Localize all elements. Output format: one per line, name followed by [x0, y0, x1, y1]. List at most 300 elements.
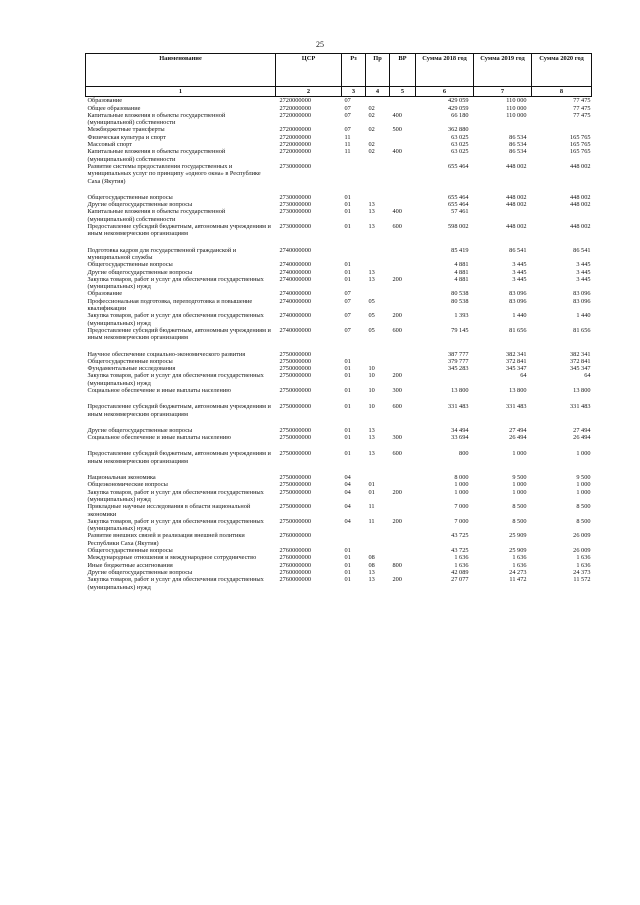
row-csr: 2730000000: [279, 162, 311, 170]
row-pr: [366, 163, 390, 185]
row-csr: 2750000000: [279, 386, 311, 394]
row-rz: 01: [344, 357, 351, 365]
row-pr: [366, 547, 390, 554]
row-pr: 02: [368, 126, 375, 134]
row-vr: 600: [392, 326, 402, 334]
row-sum-2018: 34 494: [451, 426, 469, 434]
header-csr: ЦСР: [276, 54, 342, 87]
row-sum-2020: 83 096: [573, 297, 591, 305]
row-csr: 2750000000: [279, 503, 311, 511]
row-sum-2018: 79 145: [451, 326, 469, 334]
row-sum-2019: 331 483: [506, 403, 527, 411]
row-vr: 300: [392, 386, 402, 394]
row-name: Предоставление субсидий бюджетным, автономным учреждениям и иным некоммерческим организациям: [87, 326, 271, 342]
table-row: [86, 312, 592, 327]
row-vr: [390, 554, 416, 561]
row-name: Общее образование: [87, 104, 141, 112]
row-name: Социальное обеспечение и иные выплаты населению: [87, 434, 231, 442]
row-sum-2019: 448 002: [506, 193, 527, 201]
table-row: [86, 208, 592, 223]
row-sum-2018: 33 694: [451, 434, 469, 442]
row-sum-2018: 429 059: [448, 104, 469, 112]
row-pr: 13: [368, 450, 375, 458]
row-rz: 01: [344, 568, 351, 576]
row-name: Другие общегосударственные вопросы: [87, 201, 193, 209]
row-csr: 2720000000: [279, 111, 311, 119]
table-row: [86, 97, 592, 105]
row-sum-2018: 63 025: [451, 148, 469, 156]
row-sum-2020: 382 341: [570, 350, 591, 358]
row-vr: [390, 290, 416, 297]
table-body: [86, 97, 592, 591]
row-sum-2020: 81 656: [573, 326, 591, 334]
row-sum-2020: 13 800: [573, 386, 591, 394]
row-name: Фундаментальные исследования: [87, 365, 176, 373]
row-vr: [390, 194, 416, 201]
row-vr: [390, 481, 416, 488]
table-row: [86, 194, 592, 201]
header-vr: ВР: [390, 54, 416, 87]
row-pr: 05: [368, 326, 375, 334]
row-pr: 10: [368, 386, 375, 394]
row-rz: 01: [344, 386, 351, 394]
row-rz: 11: [344, 148, 351, 156]
row-pr: 13: [368, 275, 375, 283]
row-name: Профессиональная подготовка, переподготовка и повышение квалификации: [87, 297, 253, 313]
row-sum-2018: 27 077: [451, 576, 469, 584]
row-rz: 04: [344, 481, 351, 489]
row-name: Предоставление субсидий бюджетным, автономным учреждениям и иным некоммерческим организациям: [87, 403, 271, 418]
table-row: [86, 403, 592, 418]
row-sum-2019: 27 494: [509, 426, 527, 434]
row-sum-2020: 9 500: [576, 474, 591, 482]
row-name: Развитие внешних связей и реализация внешней политики Республики Саха (Якутия): [87, 532, 245, 547]
row-name: Другие общегосударственные вопросы: [87, 268, 193, 276]
row-sum-2020: 448 002: [570, 193, 591, 201]
table-header-row: [86, 54, 592, 87]
page-number: 25: [316, 40, 324, 49]
row-pr: [366, 358, 390, 365]
row-sum-2020: 27 494: [573, 426, 591, 434]
row-sum-2018: 13 800: [451, 386, 469, 394]
row-csr: 2740000000: [279, 297, 311, 305]
row-vr: [390, 351, 416, 358]
row-pr: [366, 532, 390, 547]
row-name: Национальная экономика: [87, 474, 156, 482]
row-vr: 400: [392, 148, 402, 156]
row-rz: 01: [344, 403, 351, 411]
row-pr: 10: [368, 365, 375, 373]
row-sum-2019: 83 096: [509, 297, 527, 305]
row-rz: 07: [344, 104, 351, 112]
column-number: 3: [342, 87, 366, 97]
row-sum-2019: 372 841: [506, 357, 527, 365]
row-sum-2018: 655 464: [448, 201, 469, 209]
row-sum-2020: 165 765: [570, 148, 591, 156]
row-csr: 2760000000: [279, 547, 311, 555]
row-name: Подготовка кадров для государственной гражданской и муниципальной службы: [87, 246, 237, 261]
row-rz: 01: [344, 576, 351, 584]
row-rz: 11: [344, 133, 351, 141]
row-spacer: [86, 238, 592, 247]
row-name: Капитальные вложения в объекты государственной (муниципальной) собственности: [87, 111, 226, 127]
row-sum-2020: 24 373: [573, 568, 591, 576]
row-sum-2018: 1 393: [454, 312, 469, 320]
row-spacer-cell: [86, 394, 592, 403]
table-row: [86, 141, 592, 148]
row-csr: 2730000000: [279, 193, 311, 201]
row-csr: 2750000000: [279, 403, 311, 411]
row-rz: 07: [344, 126, 351, 134]
row-sum-2020: 3 445: [576, 268, 591, 276]
row-rz: 01: [344, 365, 351, 373]
row-pr: [366, 97, 390, 105]
row-spacer: [86, 441, 592, 450]
row-pr: 13: [368, 208, 375, 216]
row-csr: 2750000000: [279, 365, 311, 373]
row-vr: [390, 269, 416, 276]
row-sum-2020: 26 009: [573, 547, 591, 555]
row-sum-2020: 1 636: [576, 554, 591, 562]
table-row: [86, 554, 592, 561]
row-rz: [342, 247, 366, 262]
row-csr: 2760000000: [279, 576, 311, 584]
row-sum-2019: 1 000: [512, 481, 527, 489]
row-rz: 01: [344, 193, 351, 201]
row-sum-2018: 379 777: [448, 357, 469, 365]
row-sum-2019: 25 909: [509, 547, 527, 555]
row-sum-2019: 382 341: [506, 350, 527, 358]
row-sum-2018: 7 000: [454, 517, 469, 525]
table-row: [86, 358, 592, 365]
row-pr: [366, 261, 390, 268]
column-number: 6: [416, 87, 474, 97]
table-row: [86, 474, 592, 481]
row-sum-2019: 86 534: [509, 133, 527, 141]
row-sum-2018: 4 881: [454, 261, 469, 269]
table-row: [86, 569, 592, 576]
row-vr: 200: [392, 312, 402, 320]
row-vr: [390, 247, 416, 262]
table-row: [86, 148, 592, 163]
table-row: [86, 290, 592, 297]
row-sum-2019: 110 000: [506, 104, 527, 112]
row-rz: [342, 163, 366, 185]
row-sum-2020: 165 765: [570, 133, 591, 141]
row-sum-2018: [416, 372, 474, 387]
table-row: [86, 261, 592, 268]
row-rz: 04: [344, 517, 351, 525]
row-rz: 07: [344, 312, 351, 320]
table-row: [86, 576, 592, 591]
row-sum-2019: 24 273: [509, 568, 527, 576]
row-sum-2019: [474, 126, 532, 133]
row-pr: 10: [368, 403, 375, 411]
row-name: Закупка товаров, работ и услуг для обеспечения государственных (муниципальных) нужд: [87, 488, 264, 503]
row-csr: 2720000000: [279, 104, 311, 112]
row-sum-2020: 448 002: [570, 223, 591, 231]
row-spacer: [86, 342, 592, 351]
row-sum-2019: 8 500: [512, 517, 527, 525]
row-pr: [366, 351, 390, 358]
row-rz: 07: [344, 290, 351, 298]
row-sum-2018: 66 180: [451, 111, 469, 119]
row-sum-2018: 331 483: [448, 403, 469, 411]
row-vr: [390, 163, 416, 185]
row-name: Научное обеспечение социально-экономического развития: [87, 350, 246, 358]
row-rz: 01: [344, 261, 351, 269]
row-csr: 2740000000: [279, 268, 311, 276]
row-sum-2020: 77 475: [573, 104, 591, 112]
table-row: [86, 518, 592, 533]
row-pr: 02: [368, 148, 375, 156]
row-name: Закупка товаров, работ и услуг для обеспечения государственных (муниципальных) нужд: [87, 312, 264, 327]
row-rz: 01: [344, 426, 351, 434]
row-sum-2018: 63 025: [451, 133, 469, 141]
row-csr: 2750000000: [279, 474, 311, 482]
row-sum-2018: 1 636: [454, 554, 469, 562]
table-row: [86, 201, 592, 208]
row-vr: 200: [392, 576, 402, 584]
row-sum-2018: 598 002: [448, 223, 469, 231]
row-rz: 07: [344, 326, 351, 334]
table-row: [86, 372, 592, 387]
row-sum-2019: 86 541: [509, 246, 527, 254]
row-rz: 07: [344, 297, 351, 305]
row-name: Международные отношения и международное сотрудничество: [87, 554, 257, 562]
row-csr: 2720000000: [279, 97, 311, 105]
row-vr: 800: [392, 561, 402, 569]
budget-table: [85, 53, 592, 591]
row-vr: [390, 503, 416, 518]
row-rz: 01: [344, 434, 351, 442]
row-name: Общегосударственные вопросы: [87, 193, 173, 201]
table-row: [86, 547, 592, 554]
column-number: 1: [86, 87, 276, 97]
row-sum-2018: 1 636: [454, 561, 469, 569]
header-rz: Рз: [342, 54, 366, 87]
row-name: Закупка товаров, работ и услуг для обеспечения государственных (муниципальных) нужд: [87, 576, 264, 591]
row-pr: 13: [368, 434, 375, 442]
row-pr: 13: [368, 426, 375, 434]
table-row: [86, 327, 592, 342]
row-sum-2020: 83 096: [573, 290, 591, 298]
row-sum-2020: 8 500: [576, 503, 591, 511]
row-name: Прикладные научные исследования в области национальной экономики: [87, 503, 251, 518]
row-pr: 11: [368, 503, 375, 511]
row-sum-2018: 429 059: [448, 97, 469, 105]
row-rz: 04: [344, 474, 351, 482]
row-sum-2019: 3 445: [512, 275, 527, 283]
row-sum-2019: 9 500: [512, 474, 527, 482]
table-row: [86, 112, 592, 127]
table-row: [86, 450, 592, 465]
row-vr: [390, 532, 416, 547]
row-sum-2020: 1 000: [576, 488, 591, 496]
row-sum-2020: 8 500: [576, 517, 591, 525]
row-sum-2019: 86 534: [509, 148, 527, 156]
row-sum-2018: 1 000: [454, 481, 469, 489]
row-sum-2019: 64: [520, 372, 527, 380]
row-sum-2019: 1 636: [512, 554, 527, 562]
row-name: Образование: [87, 290, 123, 298]
column-number-row: [86, 87, 592, 97]
table-row: [86, 276, 592, 291]
row-sum-2020: 3 445: [576, 275, 591, 283]
table-row: [86, 387, 592, 394]
row-sum-2020: 11 572: [573, 576, 591, 584]
row-sum-2020: 1 440: [576, 312, 591, 320]
column-number: 2: [276, 87, 342, 97]
row-sum-2019: 448 002: [506, 162, 527, 170]
row-pr: 13: [368, 268, 375, 276]
row-name: Предоставление субсидий бюджетным, автономным учреждениям и иным некоммерческим организациям: [87, 223, 271, 238]
row-name: Капитальные вложения в объекты государственной (муниципальной) собственности: [87, 148, 226, 163]
row-sum-2020: 331 483: [570, 403, 591, 411]
row-csr: 2740000000: [279, 246, 311, 254]
row-sum-2020: 1 000: [576, 450, 591, 458]
row-rz: 04: [344, 488, 351, 496]
row-rz: 01: [344, 450, 351, 458]
row-vr: 600: [392, 223, 402, 231]
row-sum-2018: 85 419: [451, 246, 469, 254]
table-row: [86, 427, 592, 434]
row-name: Социальное обеспечение и иные выплаты населению: [87, 386, 231, 394]
row-name: Физическая культура и спорт: [87, 133, 166, 141]
row-sum-2019: 1 636: [512, 561, 527, 569]
row-sum-2020: [532, 208, 592, 223]
row-pr: 13: [368, 576, 375, 584]
row-name: Закупка товаров, работ и услуг для обеспечения государственных (муниципальных) нужд: [87, 372, 264, 387]
row-vr: 200: [392, 275, 402, 283]
row-vr: [390, 134, 416, 141]
header-pr: Пр: [366, 54, 390, 87]
row-csr: 2750000000: [279, 372, 311, 380]
row-rz: 01: [344, 208, 351, 216]
table-row: [86, 562, 592, 569]
row-pr: 05: [368, 297, 375, 305]
table-row: [86, 269, 592, 276]
row-rz: 01: [344, 201, 351, 209]
row-name: Общегосударственные вопросы: [87, 261, 173, 269]
row-pr: 05: [368, 312, 375, 320]
row-csr: 2760000000: [279, 561, 311, 569]
row-name: Капитальные вложения в объекты государственной (муниципальной) собственности: [87, 208, 226, 223]
row-sum-2019: 448 002: [506, 201, 527, 209]
row-vr: 400: [392, 208, 402, 216]
row-name: Закупка товаров, работ и услуг для обеспечения государственных (муниципальных) нужд: [87, 275, 264, 291]
row-sum-2018: 345 283: [448, 365, 469, 373]
row-csr: 2720000000: [279, 141, 311, 149]
row-sum-2019: 25 909: [509, 532, 527, 540]
row-rz: 01: [344, 268, 351, 276]
table-row: [86, 503, 592, 518]
row-sum-2019: 8 500: [512, 503, 527, 511]
row-vr: [390, 105, 416, 112]
row-name: Закупка товаров, работ и услуг для обеспечения государственных (муниципальных) нужд: [87, 517, 264, 533]
row-csr: 2730000000: [279, 223, 311, 231]
row-name: Предоставление субсидий бюджетным, автономным учреждениям и иным некоммерческим организациям: [87, 450, 271, 465]
row-sum-2020: 77 475: [573, 111, 591, 119]
row-csr: 2740000000: [279, 290, 311, 298]
row-sum-2018: 1 000: [454, 488, 469, 496]
row-pr: 11: [368, 517, 375, 525]
row-spacer-cell: [86, 418, 592, 427]
table-row: [86, 134, 592, 141]
row-vr: 300: [392, 434, 402, 442]
row-pr: 02: [368, 111, 375, 119]
row-sum-2019: 448 002: [506, 223, 527, 231]
row-pr: [366, 290, 390, 297]
row-csr: 2750000000: [279, 517, 311, 525]
row-spacer: [86, 465, 592, 474]
table-row: [86, 489, 592, 504]
row-rz: 01: [344, 275, 351, 283]
row-sum-2019: 1 000: [512, 488, 527, 496]
row-spacer-cell: [86, 238, 592, 247]
row-csr: 2740000000: [279, 312, 311, 320]
row-sum-2020: 77 475: [573, 97, 591, 105]
table-row: [86, 126, 592, 133]
header-2020: Сумма 2020 год: [532, 54, 592, 87]
row-name: Массовый спорт: [87, 141, 132, 149]
row-pr: 01: [368, 488, 375, 496]
row-csr: 2750000000: [279, 434, 311, 442]
table-row: [86, 351, 592, 358]
row-rz: 01: [344, 554, 351, 562]
row-pr: [366, 134, 390, 141]
row-name: Общегосударственные вопросы: [87, 357, 173, 365]
row-csr: 2750000000: [279, 488, 311, 496]
row-sum-2018: 42 089: [451, 568, 469, 576]
row-rz: 04: [344, 503, 351, 511]
row-csr: 2740000000: [279, 261, 311, 269]
row-sum-2019: 83 096: [509, 290, 527, 298]
row-csr: 2760000000: [279, 532, 311, 540]
row-vr: 400: [392, 111, 402, 119]
row-pr: 08: [368, 561, 375, 569]
row-rz: 01: [344, 547, 351, 555]
row-csr: 2760000000: [279, 568, 311, 576]
row-pr: [366, 194, 390, 201]
row-csr: 2730000000: [279, 201, 311, 209]
row-sum-2018: 4 881: [454, 275, 469, 283]
row-sum-2020: 26 494: [573, 434, 591, 442]
row-pr: 10: [368, 372, 375, 380]
table-row: [86, 223, 592, 238]
row-sum-2019: 110 000: [506, 111, 527, 119]
table-row: [86, 365, 592, 372]
row-vr: [390, 261, 416, 268]
row-sum-2018: 7 000: [454, 503, 469, 511]
row-sum-2019: 81 656: [509, 326, 527, 334]
row-vr: 500: [392, 126, 402, 134]
row-sum-2018: 387 777: [448, 350, 469, 358]
row-vr: [390, 474, 416, 481]
row-sum-2020: 1 000: [576, 481, 591, 489]
row-csr: 2720000000: [279, 126, 311, 134]
row-rz: [342, 351, 366, 358]
row-csr: 2750000000: [279, 481, 311, 489]
row-sum-2020: 26 009: [573, 532, 591, 540]
row-vr: [390, 141, 416, 148]
row-pr: 01: [368, 481, 375, 489]
row-sum-2020: 345 347: [570, 365, 591, 373]
column-number: 8: [532, 87, 592, 97]
row-csr: 2730000000: [279, 208, 311, 216]
table-row: [86, 163, 592, 185]
row-pr: 13: [368, 568, 375, 576]
